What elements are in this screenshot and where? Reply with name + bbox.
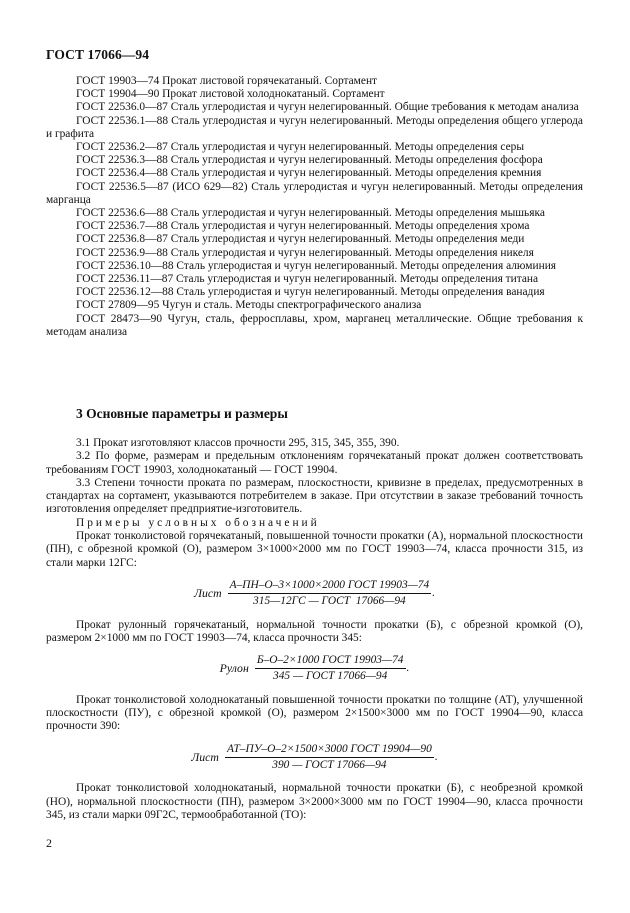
formula-numerator: АТ–ПУ–О–2×1500×3000 ГОСТ 19904—90 [225,743,434,758]
designation-formula-2 [46,654,583,684]
example-3-text: Прокат тонколистовой холоднокатаный повышенной точности прокатки по толщине (АТ), улучшенной плоскостности (ПУ), с обрезной кромкой (О), размером 2×1500×3000 мм по ГОСТ 19904—90, класса прочности 390: [46,693,583,733]
reference-item: ГОСТ 19903—74 Прокат листовой горячекатаный. Сортамент [76,75,378,87]
formula-fraction [228,579,432,609]
reference-item: ГОСТ 22536.12—88 Сталь углеродистая и чугун нелегированный. Методы определения ванадия [76,286,545,299]
formula-period: . [406,662,410,675]
section-body [46,437,583,822]
reference-item: ГОСТ 22536.0—87 Сталь углеродистая и чугун нелегированный. Общие требования к методам анализа [76,101,579,114]
formula-denominator: 390 — ГОСТ 17066—94 [272,758,387,771]
paragraph-3-3: 3.3 Степени точности проката по размерам, плоскостности, кривизне в пределах, предусмотренных в стандартах на сортамент, указываются потребителем в заказе. При отсутствии в заказе требований точность изготовления определяет предприятие-изготовитель. [46,476,583,516]
example-1-text: Прокат тонколистовой горячекатаный, повышенной точности прокатки (А), нормальной плоскостности (ПН), с обрезной кромкой (О), размером 3×1000×2000 мм по ГОСТ 19903—74, класса прочности 315, из стали марки 12ГС: [46,530,583,569]
reference-item: ГОСТ 22536.11—87 Сталь углеродистая и чугун нелегированный. Методы определения титана [76,273,539,286]
reference-item: ГОСТ 22536.3—88 Сталь углеродистая и чугун нелегированный. Методы определения фосфора [76,154,543,167]
formula-numerator: Б–О–2×1000 ГОСТ 19903—74 [255,654,406,669]
reference-item: ГОСТ 22536.10—88 Сталь углеродистая и чугун нелегированный. Методы определения алюминия [76,259,557,272]
reference-item: ГОСТ 28473—90 Чугун, сталь, ферросплавы, хром, марганец металлические. Общие требования к методам анализа [46,312,583,338]
reference-item: ГОСТ 19904—90 Прокат листовой холоднокатаный. Сортамент [76,88,385,101]
formula-head: Лист [193,586,222,601]
formula-fraction [255,654,406,684]
examples-heading: Примеры условных обозначений [76,516,320,529]
formula-head: Рулон [219,661,249,676]
example-2-text: Прокат рулонный горячекатаный, нормальной точности прокатки (Б), с обрезной кромкой (О), размером 2×1000 мм по ГОСТ 19903—74, класса прочности 345: [46,618,583,644]
example-4-text: Прокат тонколистовой холоднокатаный, нормальной точности прокатки (Б), с необрезной кромкой (НО), нормальной плоскостности (ПН), размером 3×2000×3000 мм по ГОСТ 19904—90, класса прочности 345, из стали марки 09Г2С, термообработанной (ТО): [46,782,583,821]
reference-item: ГОСТ 22536.5—87 (ИСО 629—82) Сталь углеродистая и чугун нелегированный. Методы определения марганца [46,180,583,206]
reference-item: ГОСТ 22536.4—88 Сталь углеродистая и чугун нелегированный. Методы определения кремния [76,167,542,180]
formula-fraction [225,743,434,773]
formula-head: Лист [191,749,219,764]
section-title: 3 Основные параметры и размеры [76,406,288,421]
formula-denominator: 315—12ГС — ГОСТ 17066—94 [253,595,406,608]
reference-item: ГОСТ 22536.1—88 Сталь углеродистая и чугун нелегированный. Методы определения общего углерода и графита [46,114,583,140]
page-number: 2 [46,836,52,850]
reference-item: ГОСТ 22536.7—88 Сталь углеродистая и чугун нелегированный. Методы определения хрома [76,220,530,233]
formula-numerator: А–ПН–О–3×1000×2000 ГОСТ 19903—74 [228,579,432,594]
formula-denominator: 345 — ГОСТ 17066—94 [273,670,388,683]
designation-formula-3 [46,743,583,773]
document-header: ГОСТ 17066—94 [46,47,150,62]
reference-item: ГОСТ 27809—95 Чугун и сталь. Методы спектрографического анализа [76,299,422,312]
paragraph-3-1: 3.1 Прокат изготовляют классов прочности 295, 315, 345, 355, 390. [76,437,400,449]
designation-formula-1 [46,579,583,609]
reference-item: ГОСТ 22536.6—88 Сталь углеродистая и чугун нелегированный. Методы определения мышьяка [76,207,545,220]
normative-references-list [46,75,583,339]
reference-item: ГОСТ 22536.8—87 Сталь углеродистая и чугун нелегированный. Методы определения меди [76,233,525,246]
reference-item: ГОСТ 22536.9—88 Сталь углеродистая и чугун нелегированный. Методы определения никеля [76,246,534,259]
formula-period: . [434,750,438,763]
reference-item: ГОСТ 22536.2—87 Сталь углеродистая и чугун нелегированный. Методы определения серы [76,141,524,154]
paragraph-3-2: 3.2 По форме, размерам и предельным отклонениям горячекатаный прокат должен соответствовать требованиям ГОСТ 19903, холоднокатаный — ГОСТ 19904. [46,450,583,476]
formula-period: . [432,587,436,600]
